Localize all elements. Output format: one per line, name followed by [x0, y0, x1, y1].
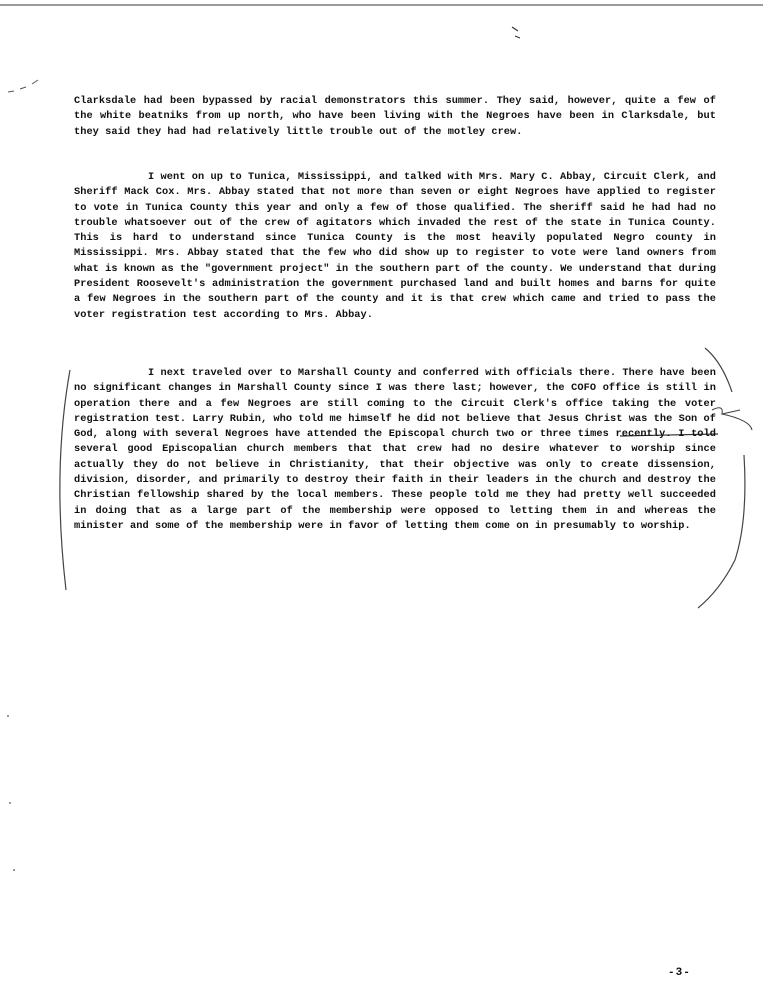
page-number: -3- — [668, 967, 691, 979]
paragraph-clarksdale: Clarksdale had been bypassed by racial demonstrators this summer. They said, however, quite a few of the white beatniks from up north, who have been living with the Negroes have been in Clarksdale, but they said they had had relatively little trouble out of the motley crew. — [74, 95, 716, 138]
margin-bracket-left — [60, 370, 70, 590]
paragraph-marshall-county: I next traveled over to Marshall County and conferred with officials there. There have been no significant changes in Marshall County since I was there last; however, the COFO office is still in operation there and a few Negroes are still coming to the Circuit Clerk's office taking the voter registration test. Larry Rubin, who told me himself he did not believe that Jesus Christ was the Son of God, along with several Negroes have attended the Episcopal church two or three times recently. I told several good Episcopalian church members that that crew had no desire whatever to worship since actually they do not believe in Christianity, that their objective was only to create dissension, division, disorder, and primarily to destroy their faith in their leaders in the church and destroy the Christian fellowship shared by the local members. These people told me they had pretty well succeeded in doing that as a large part of the membership were opposed to letting them in and whereas the minister and some of the membership were in favor of letting them come on in presumably to worship. — [74, 367, 716, 532]
scan-top-border — [0, 4, 763, 6]
marginal-annotation-mark — [712, 408, 752, 430]
speck — [9, 802, 11, 804]
speck — [13, 869, 15, 871]
stray-mark-top — [512, 27, 520, 38]
paragraph-tunica: I went on up to Tunica, Mississippi, and talked with Mrs. Mary C. Abbay, Circuit Clerk, and Sheriff Mack Cox. Mrs. Abbay stated that not more than seven or eight Negroes have applied to register to vote in Tunica County this year and only a few of those qualified. The sheriff said he had had no trouble whatsoever out of the crew of agitators which invaded the rest of the state in Tunica County. This is hard to understand since Tunica County is the most heavily populated Negro county in Mississippi. Mrs. Abbay stated that the few who did show up to register to vote were land owners from what is known as the "government project" in the southern part of the county. We understand that during President Roosevelt's administration the government purchased land and built homes and barns for quite a few Negroes in the southern part of the county and it is that crew which came and tried to pass the voter registration test according to Mrs. Abbay. — [74, 171, 716, 321]
stray-mark-left — [8, 80, 38, 92]
speck — [7, 715, 9, 717]
